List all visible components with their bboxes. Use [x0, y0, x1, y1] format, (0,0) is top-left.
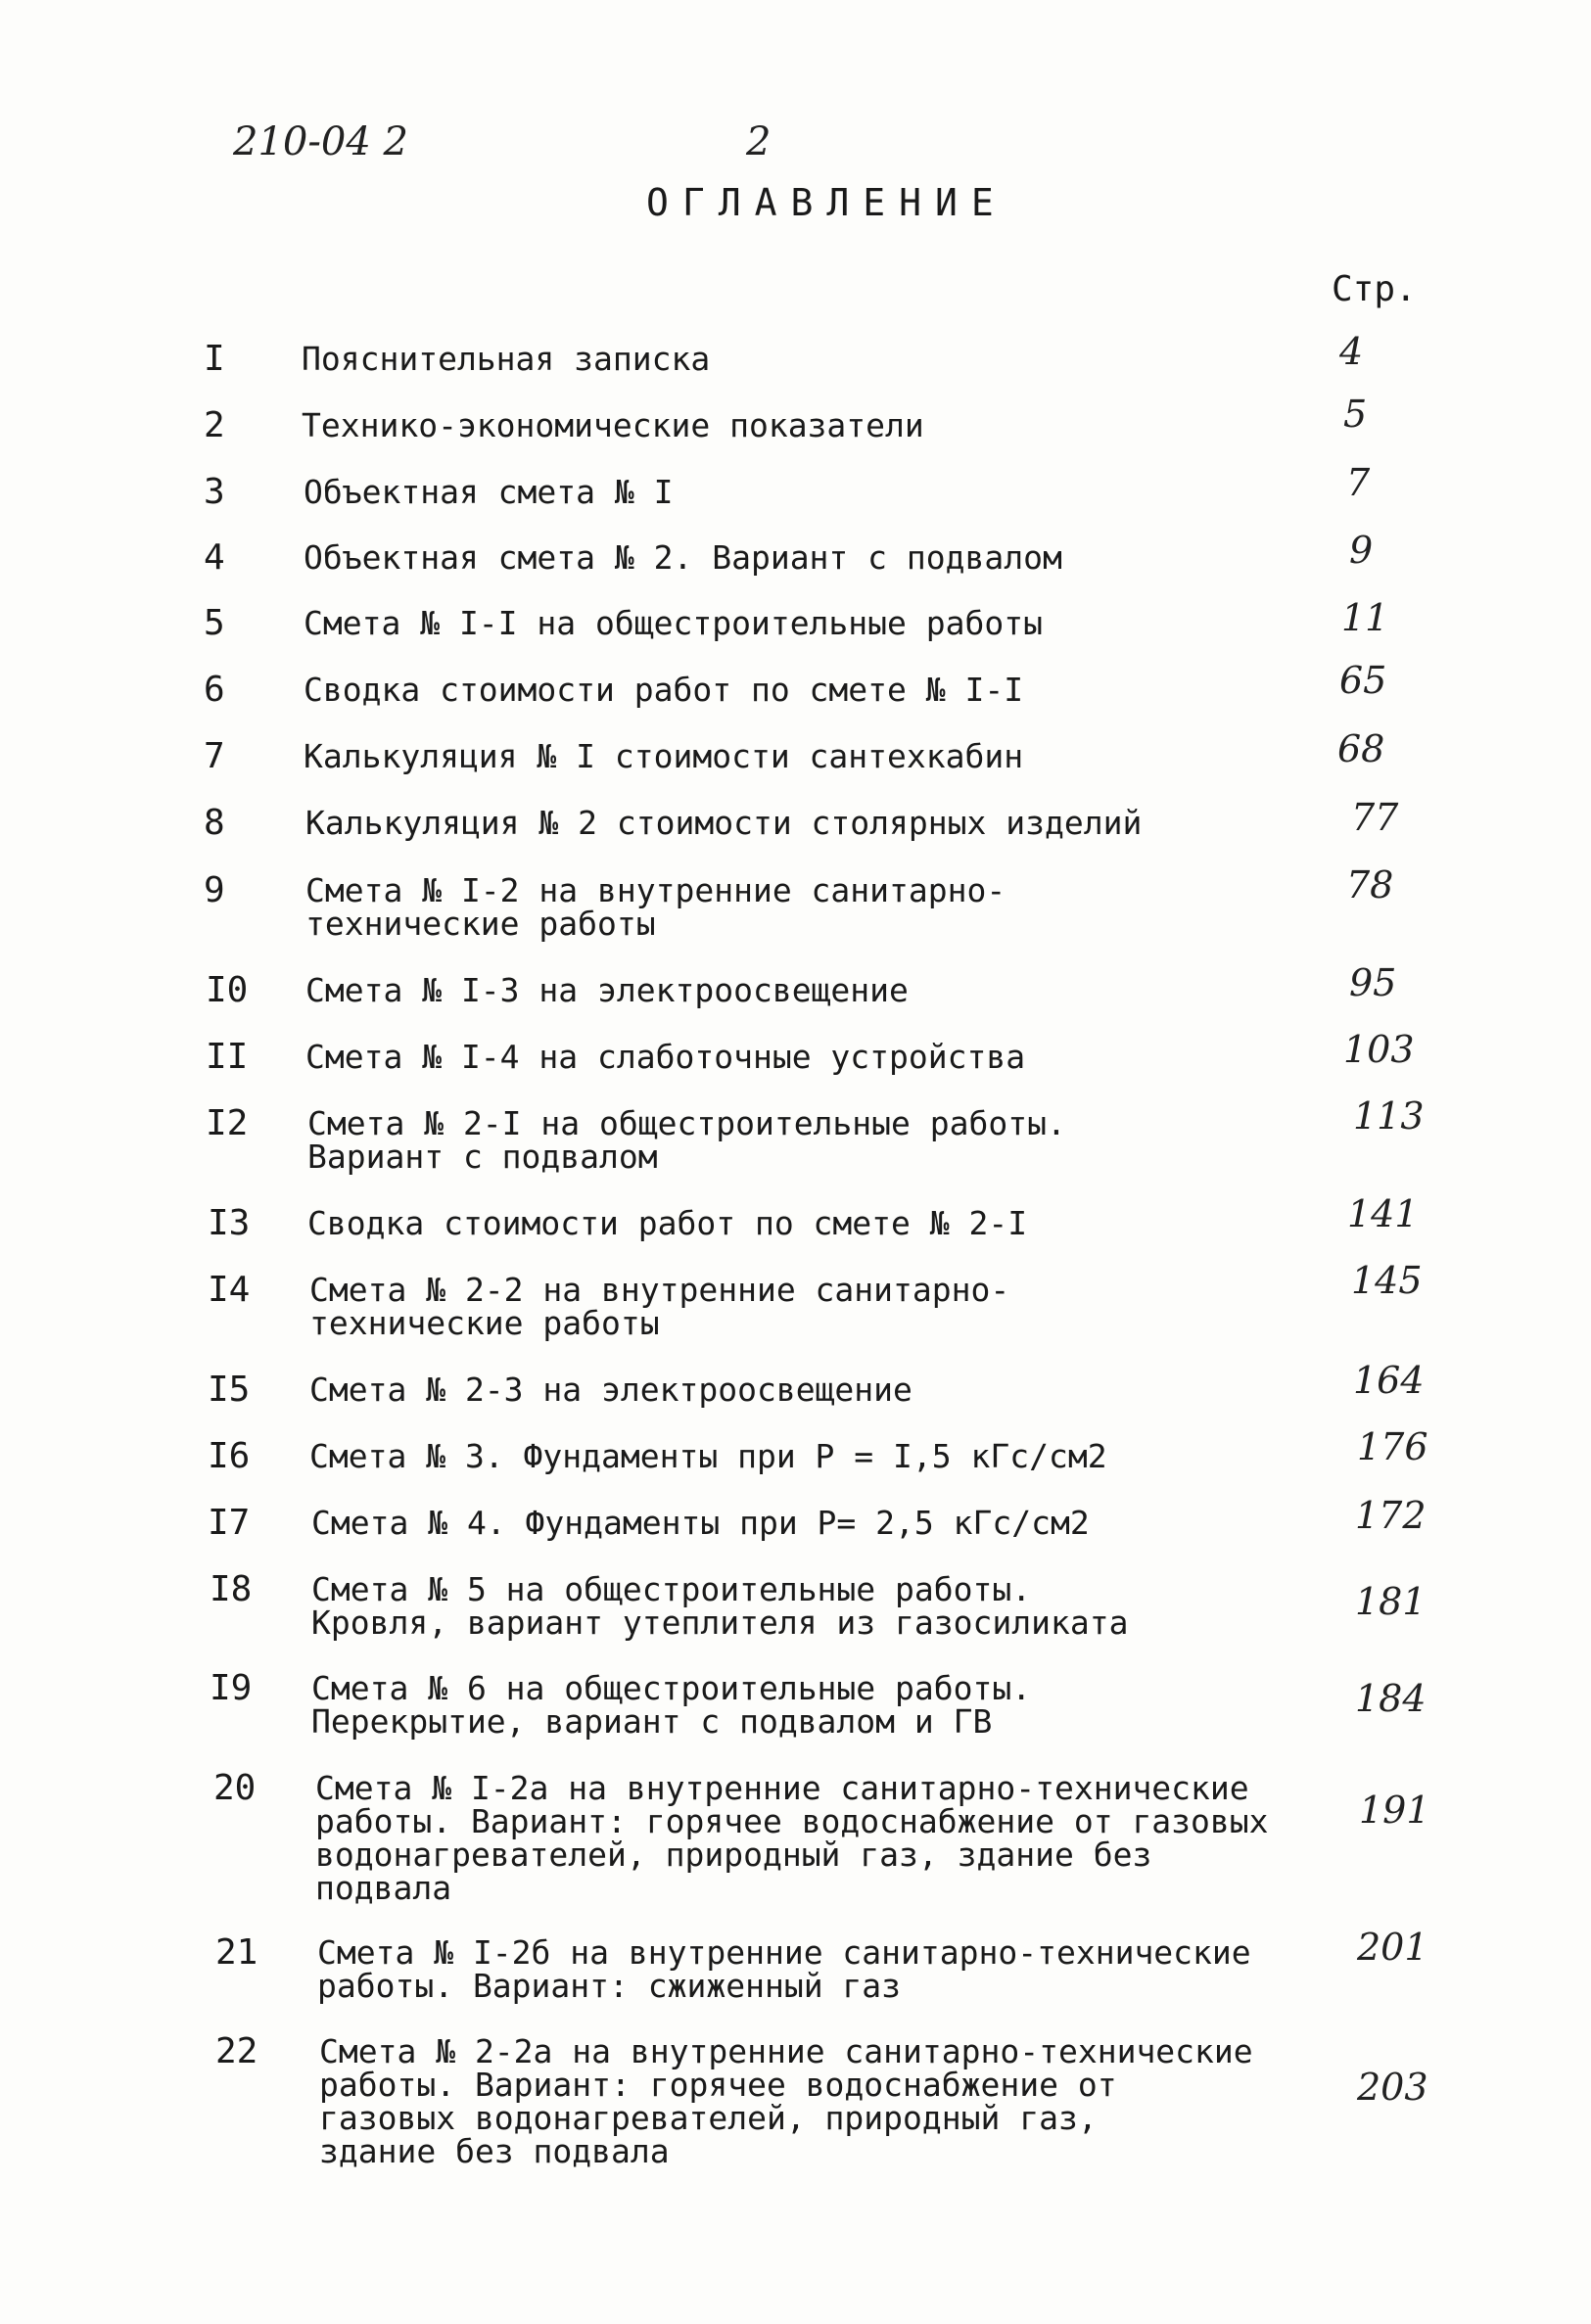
toc-entry-number: I2 — [206, 1103, 249, 1143]
page-number: 2 — [746, 119, 772, 164]
toc-entry-title: Смета № I-4 на слаботочные устройства — [305, 1038, 1026, 1076]
toc-entry-number: II — [206, 1037, 249, 1077]
toc-entry-number: 4 — [204, 537, 225, 578]
toc-entry-title: Смета № 4. Фундаменты при Р= 2,5 кГс/см2 — [311, 1504, 1090, 1542]
toc-entry-number: 3 — [204, 472, 225, 512]
toc-entry-title: Смета № 3. Фундаменты при Р = I,5 кГс/см2 — [309, 1437, 1107, 1475]
toc-entry-number: I4 — [208, 1270, 251, 1310]
toc-entry-page: 113 — [1353, 1094, 1425, 1138]
toc-entry-page: 145 — [1351, 1259, 1423, 1302]
toc-entry-number: I9 — [210, 1668, 253, 1708]
toc-entry-title: Смета № I-2а на внутренние санитарно-технические работы. Вариант: горячее водоснабжение от газовых водонагревателей, природный газ, здание без подвала — [315, 1769, 1269, 1907]
toc-entry-title: Смета № 5 на общестроительные работы. Кровля, вариант утеплителя из газосиликата — [311, 1570, 1129, 1642]
toc-entry-page: 68 — [1337, 727, 1385, 770]
toc-entry-title: Смета № I-3 на электроосвещение — [305, 971, 909, 1009]
toc-entry-title: Калькуляция № I стоимости сантехкабин — [304, 737, 1024, 775]
toc-entry-title: Смета № 2-I на общестроительные работы. Вариант с подвалом — [307, 1104, 1066, 1176]
toc-entry-page: 176 — [1357, 1425, 1428, 1468]
toc-entry-number: 20 — [213, 1768, 257, 1808]
toc-entry-page: 203 — [1357, 2066, 1428, 2109]
toc-entry-number: 8 — [204, 803, 225, 843]
toc-entry-page: 103 — [1343, 1028, 1415, 1071]
toc-entry-page: 172 — [1355, 1494, 1427, 1537]
toc-entry-page: 191 — [1359, 1789, 1430, 1832]
toc-entry-title: Смета № 2-2а на внутренние санитарно-технические работы. Вариант: горячее водоснабжение от газовых водонагревателей, природный газ, здание без подвала — [319, 2032, 1253, 2170]
toc-entry-number: 9 — [204, 870, 225, 910]
toc-entry-page: 78 — [1346, 863, 1394, 906]
toc-entry-title: Смета № I-I на общестроительные работы — [304, 604, 1043, 642]
toc-entry-title: Смета № 2-2 на внутренние санитарно- технические работы — [309, 1271, 1010, 1342]
toc-entry-number: I3 — [208, 1203, 251, 1243]
toc-entry-page: 9 — [1349, 529, 1374, 572]
toc-entry-title: Смета № I-2 на внутренние санитарно- технические работы — [305, 871, 1006, 943]
toc-entry-page: 5 — [1343, 393, 1368, 436]
toc-entry-title: Смета № I-2б на внутренние санитарно-технические работы. Вариант: сжиженный газ — [317, 1933, 1251, 2005]
toc-entry-page: 181 — [1355, 1580, 1427, 1623]
toc-entry-title: Смета № 6 на общестроительные работы. Перекрытие, вариант с подвалом и ГВ — [311, 1669, 1032, 1741]
toc-entry-number: I0 — [206, 970, 249, 1010]
toc-entry-page: 201 — [1357, 1926, 1428, 1969]
toc-entry-title: Объектная смета № I — [304, 473, 674, 511]
toc-entry-title: Калькуляция № 2 стоимости столярных изделий — [305, 804, 1143, 842]
toc-entry-page: 164 — [1353, 1359, 1425, 1402]
toc-entry-title: Сводка стоимости работ по смете № 2-I — [307, 1204, 1028, 1242]
toc-entry-page: 7 — [1346, 461, 1371, 504]
toc-entry-page: 65 — [1339, 659, 1387, 702]
toc-entry-title: Пояснительная записка — [302, 340, 711, 378]
toc-entry-number: 6 — [204, 670, 225, 710]
toc-entry-title: Смета № 2-3 на электроосвещение — [309, 1371, 912, 1409]
toc-entry-number: 7 — [204, 736, 225, 776]
toc-entry-number: 2 — [204, 405, 225, 445]
toc-entry-page: 11 — [1341, 596, 1389, 639]
toc-entry-page: 141 — [1347, 1192, 1419, 1235]
toc-entry-number: 5 — [204, 603, 225, 643]
toc-entry-page: 77 — [1351, 796, 1399, 839]
toc-entry-page: 95 — [1349, 961, 1397, 1004]
page-column-header: Стр. — [1332, 269, 1417, 309]
page-title: ОГЛАВЛЕНИЕ — [646, 181, 1007, 224]
document-code: 210-04 2 — [233, 119, 408, 164]
toc-entry-number: I8 — [210, 1569, 253, 1609]
toc-entry-page: 4 — [1339, 330, 1364, 373]
toc-entry-number: I7 — [208, 1503, 251, 1543]
toc-entry-page: 184 — [1355, 1677, 1427, 1720]
toc-entry-number: I6 — [208, 1436, 251, 1476]
toc-entry-number: 21 — [215, 1932, 258, 1973]
toc-entry-title: Объектная смета № 2. Вариант с подвалом — [304, 538, 1062, 577]
toc-entry-number: 22 — [215, 2031, 258, 2071]
toc-entry-title: Технико-экономические показатели — [302, 406, 924, 444]
toc-entry-number: I — [204, 339, 225, 379]
toc-entry-number: I5 — [208, 1370, 251, 1410]
toc-entry-title: Сводка стоимости работ по смете № I-I — [304, 671, 1024, 709]
